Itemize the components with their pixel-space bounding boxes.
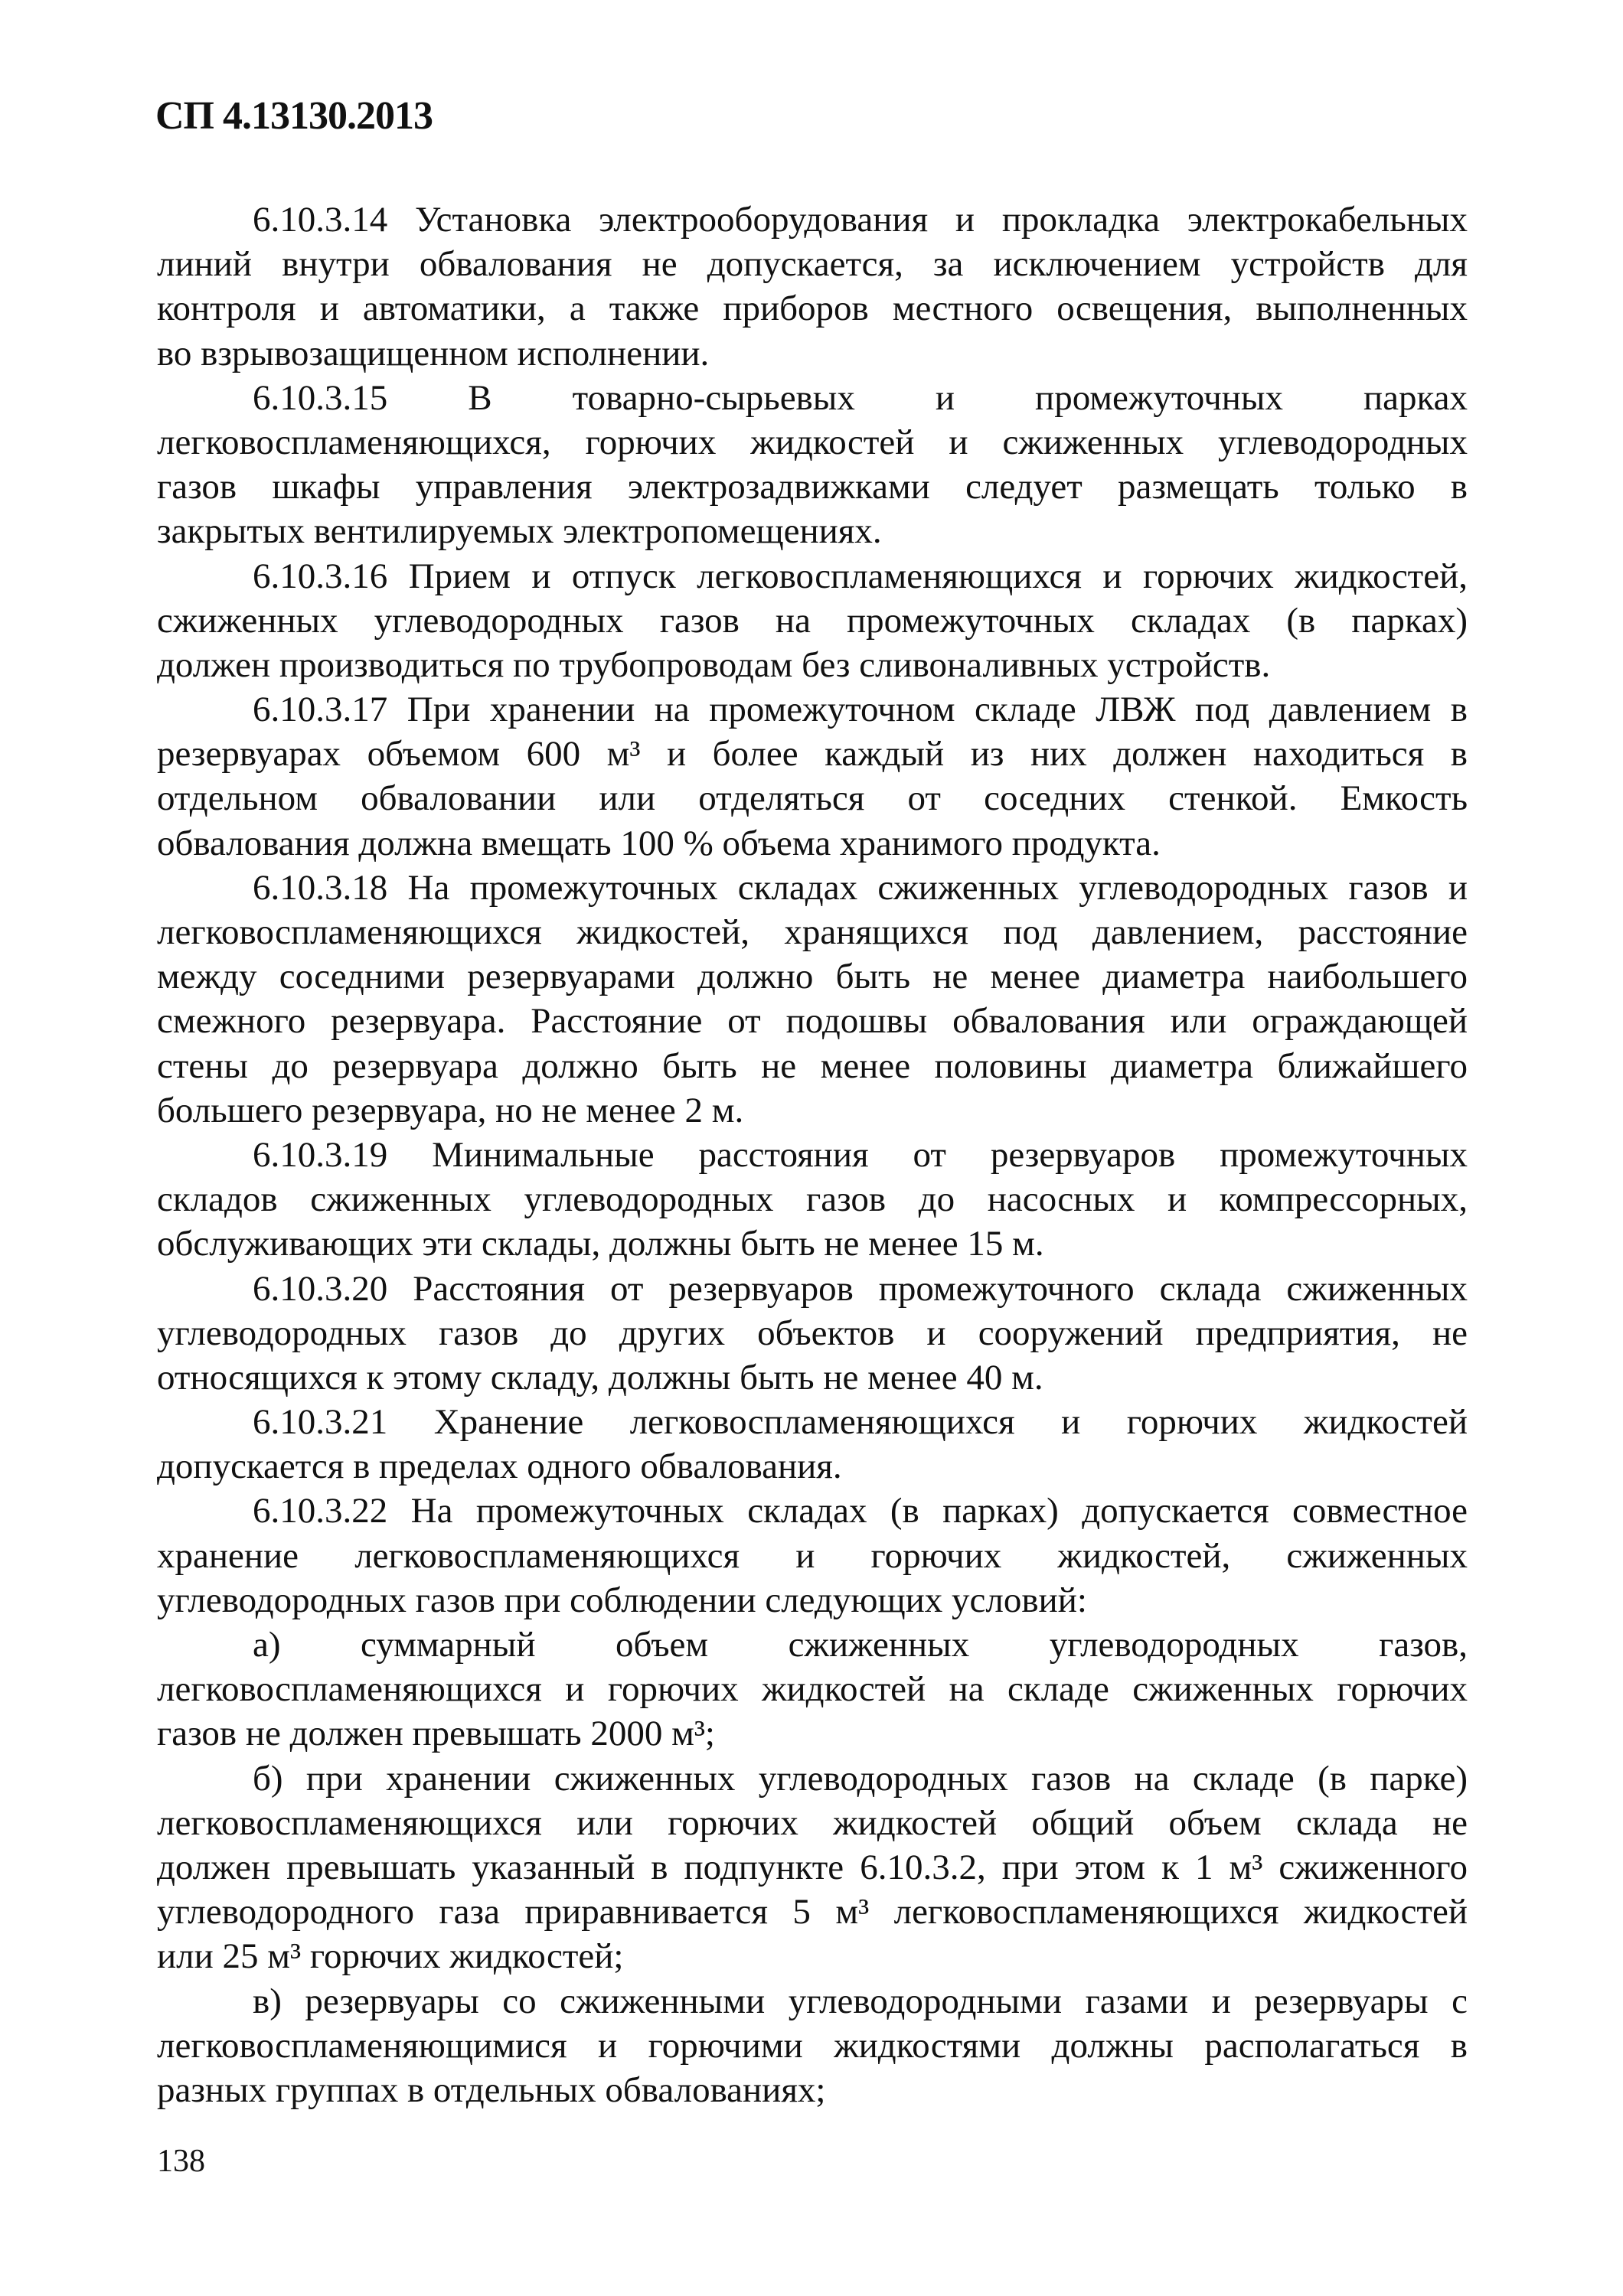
paragraph [157,376,1468,554]
text-line: легковоспламеняющимися и горючими жидкостями должны располагаться в [157,2025,1468,2066]
text-line: легковоспламеняющихся и горючих жидкостей на складе сжиженных горючих [157,1669,1468,1710]
text-line: допускается в пределах одного обвалования. [157,1446,842,1487]
text-line: 6.10.3.18 На промежуточных складах сжиженных углеводородных газов и [253,867,1468,908]
text-line: легковоспламеняющихся жидкостей, хранящихся под давлением, расстояние [157,912,1468,952]
paragraph [157,1756,1468,1979]
text-line: обвалования должна вмещать 100 % объема хранимого продукта. [157,823,1161,863]
paragraph [157,1400,1468,1489]
text-line: отдельном обваловании или отделяться от соседних стенкой. Емкость [157,778,1468,819]
text-line: в) резервуары со сжиженными углеводородными газами и резервуары с [253,1981,1468,2021]
text-line: смежного резервуара. Расстояние от подошвы обвалования или ограждающей [157,1001,1468,1042]
text-line: 6.10.3.14 Установка электрооборудования и прокладка электрокабельных [253,200,1468,240]
text-line: углеводородного газа приравнивается 5 м³ легковоспламеняющихся жидкостей [157,1892,1468,1932]
text-line: легковоспламеняющихся, горючих жидкостей и сжиженных углеводородных [157,422,1468,462]
text-line: или 25 м³ горючих жидкостей; [157,1936,624,1977]
text-line: хранение легковоспламеняющихся и горючих жидкостей, сжиженных [157,1535,1468,1576]
paragraph [157,866,1468,1133]
text-line: обслуживающих эти склады, должны быть не менее 15 м. [157,1224,1044,1264]
text-line: линий внутри обвалования не допускается, за исключением устройств для [157,244,1468,285]
text-line: легковоспламеняющихся или горючих жидкостей общий объем склада не [157,1802,1468,1843]
text-line: 6.10.3.20 Расстояния от резервуаров промежуточного склада сжиженных [253,1268,1468,1309]
text-line: относящихся к этому складу, должны быть не менее 40 м. [157,1357,1043,1397]
text-line: газов не должен превышать 2000 м³; [157,1714,715,1754]
text-line: резервуарах объемом 600 м³ и более каждый из них должен находиться в [157,734,1468,775]
text-line: закрытых вентилируемых электропомещениях. [157,511,882,552]
text-line: между соседними резервуарами должно быть не менее диаметра наибольшего [157,957,1468,997]
text-line: контроля и автоматики, а также приборов местного освещения, выполненных [157,289,1468,329]
text-line: 6.10.3.19 Минимальные расстояния от резервуаров промежуточных [253,1134,1468,1175]
paragraph [157,197,1468,376]
text-line: углеводородных газов при соблюдении следующих условий: [157,1580,1087,1620]
paragraph [157,1133,1468,1267]
page-number: 138 [157,2144,205,2179]
text-line: разных группах в отдельных обвалованиях; [157,2069,826,2110]
text-line: б) при хранении сжиженных углеводородных газов на складе (в парке) [253,1758,1468,1799]
paragraph [157,1267,1468,1401]
paragraph [157,1623,1468,1756]
text-line: сжиженных углеводородных газов на промежуточных складах (в парках) [157,600,1468,641]
text-line: стены до резервуара должно быть не менее половины диаметра ближайшего [157,1045,1468,1086]
text-line: 6.10.3.21 Хранение легковоспламеняющихся и горючих жидкостей [253,1402,1468,1443]
text-line: большего резервуара, но не менее 2 м. [157,1090,744,1130]
text-line: должен производиться по трубопроводам без сливоналивных устройств. [157,644,1271,685]
text-line: должен превышать указанный в подпункте 6.10.3.2, при этом к 1 м³ сжиженного [157,1847,1468,1887]
paragraph [157,1979,1468,2113]
text-line: во взрывозащищенном исполнении. [157,333,710,373]
text-line: 6.10.3.16 Прием и отпуск легковоспламеняющихся и горючих жидкостей, [253,556,1468,596]
paragraph [157,687,1468,866]
text-line: 6.10.3.22 На промежуточных складах (в парках) допускается совместное [253,1491,1468,1531]
text-line: 6.10.3.15 В товарно-сырьевых и промежуточных парках [253,377,1468,418]
text-line: газов шкафы управления электрозадвижками следует размещать только в [157,467,1468,507]
document-header: СП 4.13130.2013 [155,94,433,138]
document-body [157,197,1468,2112]
paragraph [157,554,1468,688]
text-line: 6.10.3.17 При хранении на промежуточном складе ЛВЖ под давлением в [253,690,1468,730]
paragraph [157,1489,1468,1623]
text-line: складов сжиженных углеводородных газов до насосных и компрессорных, [157,1179,1468,1220]
text-line: углеводородных газов до других объектов и сооружений предприятия, не [157,1313,1468,1353]
text-line: а) суммарный объем сжиженных углеводородных газов, [253,1625,1468,1665]
